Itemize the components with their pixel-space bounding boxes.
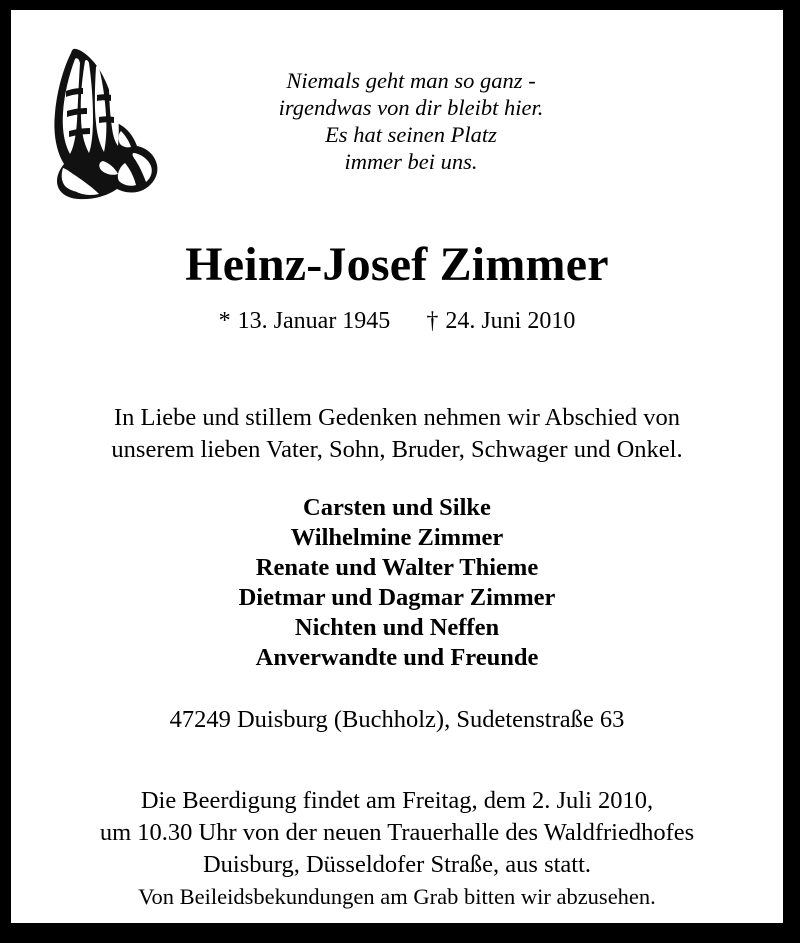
farewell-line: unserem lieben Vater, Sohn, Bruder, Schwager und Onkel. <box>111 436 683 463</box>
poem-line: Niemals geht man so ganz - <box>286 68 536 93</box>
cross-dagger-icon: † <box>426 308 439 334</box>
mourners-list <box>11 493 783 673</box>
poem-line: immer bei uns. <box>344 149 478 174</box>
mourner-line: Wilhelmine Zimmer <box>290 524 504 551</box>
death-date-value: 24. Juni 2010 <box>445 308 576 334</box>
funeral-line: Die Beerdigung findet am Freitag, dem 2. Juli 2010, <box>140 787 654 814</box>
mourner-line: Dietmar und Dagmar Zimmer <box>238 584 556 611</box>
mourner-line: Nichten und Neffen <box>294 614 500 641</box>
poem-line: irgendwas von dir bleibt hier. <box>278 95 544 120</box>
funeral-line: Duisburg, Düsseldofer Straße, aus statt. <box>202 851 592 878</box>
funeral-line: um 10.30 Uhr von der neuen Trauerhalle des Waldfriedhofes <box>99 819 695 846</box>
obituary-inner-panel <box>11 10 783 923</box>
deceased-name: Heinz-Josef Zimmer <box>185 238 609 291</box>
birth-symbol-icon: * <box>218 308 231 334</box>
funeral-details <box>11 785 783 881</box>
poem-line: Es hat seinen Platz <box>325 122 497 147</box>
mourner-line: Renate und Walter Thieme <box>255 554 539 581</box>
mourner-line: Anverwandte und Freunde <box>255 644 539 671</box>
farewell-line: In Liebe und stillem Gedenken nehmen wir Abschied von <box>113 404 681 431</box>
mourner-line: Carsten und Silke <box>303 494 491 521</box>
death-date <box>426 308 575 334</box>
praying-hands-icon <box>33 35 168 207</box>
mourners-address: 47249 Duisburg (Buchholz), Sudetenstraße 63 <box>169 706 625 733</box>
birth-date <box>219 308 391 334</box>
closing-note: Von Beileidsbekundungen am Grab bitten wir abzusehen. <box>138 884 656 909</box>
farewell-message <box>11 402 783 466</box>
memorial-poem <box>186 67 636 175</box>
birth-date-value: 13. Januar 1945 <box>237 308 391 334</box>
life-dates <box>11 306 783 336</box>
